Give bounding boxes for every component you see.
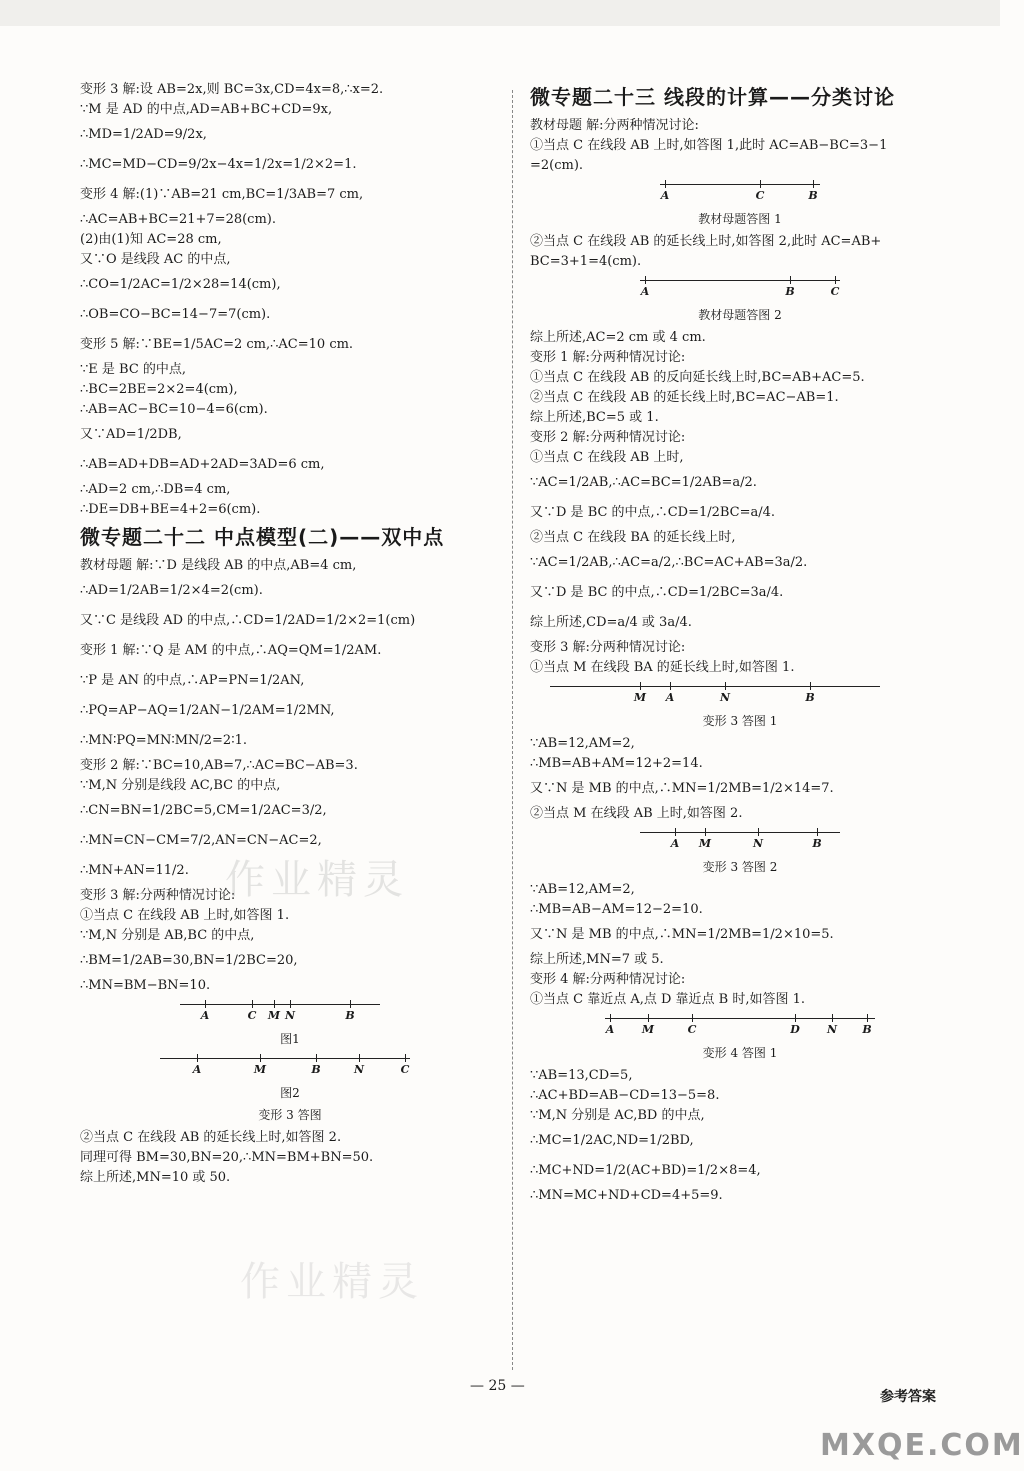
point-label: B bbox=[812, 837, 822, 850]
text-line: ∵AB=13,CD=5, bbox=[530, 1068, 633, 1083]
segment-diagram bbox=[530, 178, 950, 208]
text-line: ∵AB=12,AM=2, bbox=[530, 882, 635, 897]
text-line: ∵AC=1/2AB,∴AC=BC=1/2AB=a/2. bbox=[530, 475, 757, 490]
point-tick bbox=[316, 1054, 317, 1062]
text-line: ∵M,N 分别是线段 AC,BC 的中点, bbox=[80, 778, 281, 793]
segment-diagram bbox=[530, 274, 950, 304]
point-tick bbox=[640, 682, 641, 690]
text-line: ∴AC+BD=AB−CD=13−5=8. bbox=[530, 1088, 720, 1103]
text-line: ∴MN=MC+ND+CD=4+5=9. bbox=[530, 1188, 723, 1203]
text-line: 变形 1 解:分两种情况讨论: bbox=[530, 350, 686, 365]
text-line: ∴CN=BN=1/2BC=5,CM=1/2AC=3/2, bbox=[80, 803, 327, 818]
left-column bbox=[80, 80, 500, 1188]
text-line: ①当点 M 在线段 BA 的延长线上时,如答图 1. bbox=[530, 660, 795, 675]
text-line: ∴AD=2 cm,∴DB=4 cm, bbox=[80, 482, 231, 497]
point-tick bbox=[197, 1054, 198, 1062]
text-line: ②当点 C 在线段 AB 的延长线上时,BC=AC−AB=1. bbox=[530, 390, 839, 405]
text-line: ∴AD=1/2AB=1/2×4=2(cm). bbox=[80, 583, 263, 598]
figure-caption: 变形 4 答图 1 bbox=[702, 1046, 778, 1060]
text-line: ∵AB=12,AM=2, bbox=[530, 736, 635, 751]
point-tick bbox=[359, 1054, 360, 1062]
text-line: ∴MN=BM−BN=10. bbox=[80, 978, 211, 993]
point-label: C bbox=[400, 1063, 410, 1076]
text-line: ∴DE=DB+BE=4+2=6(cm). bbox=[80, 502, 261, 517]
point-tick bbox=[260, 1054, 261, 1062]
point-label: N bbox=[752, 837, 764, 850]
text-line: 变形 4 解:(1)∵AB=21 cm,BC=1/3AB=7 cm, bbox=[80, 187, 364, 202]
watermark-text: 作业精灵 bbox=[225, 857, 409, 903]
text-line: 又∵N 是 MB 的中点,∴MN=1/2MB=1/2×10=5. bbox=[530, 927, 834, 942]
column-divider bbox=[512, 90, 513, 1370]
point-label: C bbox=[830, 285, 840, 298]
point-tick bbox=[692, 1014, 693, 1022]
text-line: ∴CO=1/2AC=1/2×28=14(cm), bbox=[80, 277, 281, 292]
point-label: M bbox=[641, 1023, 655, 1036]
figure-caption: 教材母题答图 1 bbox=[698, 212, 782, 226]
section-title: 微专题二十三 线段的计算——分类讨论 bbox=[530, 85, 895, 109]
text-line: 又∵AD=1/2DB, bbox=[80, 427, 182, 442]
text-line: ∵E 是 BC 的中点, bbox=[80, 362, 187, 377]
point-label: M bbox=[633, 691, 647, 704]
segment-line bbox=[640, 832, 840, 833]
point-tick bbox=[670, 682, 671, 690]
point-tick bbox=[648, 1014, 649, 1022]
segment-line bbox=[550, 686, 880, 687]
text-line: ∴MC+ND=1/2(AC+BD)=1/2×8=4, bbox=[530, 1163, 761, 1178]
text-line: ∴MC=MD−CD=9/2x−4x=1/2x=1/2×2=1. bbox=[80, 157, 357, 172]
site-watermark: MXQE.COM bbox=[820, 1428, 1024, 1463]
point-tick bbox=[675, 828, 676, 836]
right-column bbox=[530, 80, 950, 1206]
text-line: 变形 5 解:∵BE=1/5AC=2 cm,∴AC=10 cm. bbox=[80, 337, 354, 352]
point-label: A bbox=[665, 691, 675, 704]
point-tick bbox=[645, 276, 646, 284]
figure-caption: 变形 3 答图 1 bbox=[702, 714, 778, 728]
section-title: 微专题二十二 中点模型(二)——双中点 bbox=[80, 525, 445, 549]
text-line: ∴AB=AD+DB=AD+2AD=3AD=6 cm, bbox=[80, 457, 325, 472]
point-tick bbox=[705, 828, 706, 836]
point-tick bbox=[795, 1014, 796, 1022]
point-tick bbox=[813, 180, 814, 188]
segment-line bbox=[605, 1018, 875, 1019]
text-line: ∵M 是 AD 的中点,AD=AB+BC+CD=9x, bbox=[80, 102, 333, 117]
figure-caption: 图1 bbox=[280, 1032, 300, 1046]
segment-diagram bbox=[530, 680, 950, 710]
text-line: ∴AB=AC−BC=10−4=6(cm). bbox=[80, 402, 268, 417]
text-line: ∴AC=AB+BC=21+7=28(cm). bbox=[80, 212, 276, 227]
text-line: ②当点 C 在线段 BA 的延长线上时, bbox=[530, 530, 736, 545]
segment-line bbox=[640, 280, 840, 281]
text-line: ∵P 是 AN 的中点,∴AP=PN=1/2AN, bbox=[80, 673, 305, 688]
point-tick bbox=[810, 682, 811, 690]
text-line: ∴PQ=AP−AQ=1/2AN−1/2AM=1/2MN, bbox=[80, 703, 335, 718]
point-tick bbox=[832, 1014, 833, 1022]
point-label: A bbox=[605, 1023, 615, 1036]
text-line: ②当点 C 在线段 AB 的延长线上时,如答图 2,此时 AC=AB+ bbox=[530, 234, 882, 249]
text-line: 同理可得 BM=30,BN=20,∴MN=BM+BN=50. bbox=[80, 1150, 374, 1165]
point-label: B bbox=[345, 1009, 355, 1022]
point-label: C bbox=[247, 1009, 257, 1022]
text-line: 教材母题 解:∵D 是线段 AB 的中点,AB=4 cm, bbox=[80, 558, 357, 573]
text-line: 又∵D 是 BC 的中点,∴CD=1/2BC=3a/4. bbox=[530, 585, 784, 600]
text-line: ∴MC=1/2AC,ND=1/2BD, bbox=[530, 1133, 694, 1148]
text-line: 变形 1 解:∵Q 是 AM 的中点,∴AQ=QM=1/2AM. bbox=[80, 643, 382, 658]
point-label: M bbox=[267, 1009, 281, 1022]
point-label: C bbox=[687, 1023, 697, 1036]
text-line: ∴MD=1/2AD=9/2x, bbox=[80, 127, 207, 142]
text-line: 变形 3 解:设 AB=2x,则 BC=3x,CD=4x=8,∴x=2. bbox=[80, 82, 384, 97]
segment-diagram bbox=[530, 826, 950, 856]
point-label: B bbox=[785, 285, 795, 298]
point-tick bbox=[817, 828, 818, 836]
footer-label: 参考答案 bbox=[880, 1389, 936, 1405]
point-tick bbox=[274, 1000, 275, 1008]
text-line: 又∵C 是线段 AD 的中点,∴CD=1/2AD=1/2×2=1(cm) bbox=[80, 613, 416, 628]
point-tick bbox=[867, 1014, 868, 1022]
point-tick bbox=[405, 1054, 406, 1062]
text-line: ①当点 C 靠近点 A,点 D 靠近点 B 时,如答图 1. bbox=[530, 992, 806, 1007]
point-label: D bbox=[790, 1023, 800, 1036]
point-label: N bbox=[719, 691, 731, 704]
segment-line bbox=[660, 184, 820, 185]
segment-diagram bbox=[530, 1012, 950, 1042]
text-line: ①当点 C 在线段 AB 上时,如答图 1. bbox=[80, 908, 290, 923]
segment-diagram bbox=[80, 1052, 500, 1082]
page-number: — 25 — bbox=[470, 1378, 525, 1394]
text-line: ∵M,N 分别是 AB,BC 的中点, bbox=[80, 928, 255, 943]
text-line: ∴MN∶PQ=MN∶MN/2=2∶1. bbox=[80, 733, 247, 748]
point-tick bbox=[835, 276, 836, 284]
point-tick bbox=[350, 1000, 351, 1008]
text-line: 又∵O 是线段 AC 的中点, bbox=[80, 252, 231, 267]
text-line: 变形 2 解:分两种情况讨论: bbox=[530, 430, 686, 445]
point-label: B bbox=[862, 1023, 872, 1036]
point-tick bbox=[758, 828, 759, 836]
text-line: ∴BM=1/2AB=30,BN=1/2BC=20, bbox=[80, 953, 298, 968]
watermark-text-lower: 作业精灵 bbox=[240, 1259, 424, 1305]
point-label: A bbox=[640, 285, 650, 298]
text-line: 变形 3 解:分两种情况讨论: bbox=[80, 888, 236, 903]
point-label: M bbox=[698, 837, 712, 850]
text-line: 教材母题 解:分两种情况讨论: bbox=[530, 118, 699, 133]
text-line: 综上所述,MN=7 或 5. bbox=[530, 952, 664, 967]
text-line: ∵M,N 分别是 AC,BD 的中点, bbox=[530, 1108, 705, 1123]
text-line: 变形 3 解:分两种情况讨论: bbox=[530, 640, 686, 655]
text-line: ②当点 M 在线段 AB 上时,如答图 2. bbox=[530, 806, 743, 821]
point-label: N bbox=[284, 1009, 296, 1022]
text-line: 变形 2 解:∵BC=10,AB=7,∴AC=BC−AB=3. bbox=[80, 758, 358, 773]
text-line: 综上所述,BC=5 或 1. bbox=[530, 410, 659, 425]
text-line: ②当点 C 在线段 AB 的延长线上时,如答图 2. bbox=[80, 1130, 342, 1145]
point-label: A bbox=[192, 1063, 202, 1076]
text-line: ∴MB=AB−AM=12−2=10. bbox=[530, 902, 703, 917]
text-line: BC=3+1=4(cm). bbox=[530, 254, 642, 269]
scan-top-edge bbox=[0, 0, 1000, 26]
point-tick bbox=[790, 276, 791, 284]
segment-diagram bbox=[80, 998, 500, 1028]
text-line: ①当点 C 在线段 AB 的反向延长线上时,BC=AB+AC=5. bbox=[530, 370, 865, 385]
text-line: ①当点 C 在线段 AB 上时, bbox=[530, 450, 684, 465]
text-line: 综上所述,CD=a/4 或 3a/4. bbox=[530, 615, 692, 630]
text-line: 又∵D 是 BC 的中点,∴CD=1/2BC=a/4. bbox=[530, 505, 776, 520]
text-line: 综上所述,AC=2 cm 或 4 cm. bbox=[530, 330, 706, 345]
text-line: =2(cm). bbox=[530, 158, 584, 173]
text-line: ∴MN=CN−CM=7/2,AN=CN−AC=2, bbox=[80, 833, 322, 848]
text-line: ∴BC=2BE=2×2=4(cm), bbox=[80, 382, 238, 397]
point-tick bbox=[760, 180, 761, 188]
point-label: B bbox=[311, 1063, 321, 1076]
point-tick bbox=[610, 1014, 611, 1022]
text-line: 变形 4 解:分两种情况讨论: bbox=[530, 972, 686, 987]
text-line: ∴MB=AB+AM=12+2=14. bbox=[530, 756, 703, 771]
figure-caption: 变形 3 答图 2 bbox=[702, 860, 778, 874]
figure-caption: 图2 bbox=[280, 1086, 300, 1100]
point-label: B bbox=[805, 691, 815, 704]
text-line: ①当点 C 在线段 AB 上时,如答图 1,此时 AC=AB−BC=3−1 bbox=[530, 138, 888, 153]
point-tick bbox=[252, 1000, 253, 1008]
point-tick bbox=[290, 1000, 291, 1008]
point-label: A bbox=[660, 189, 670, 202]
text-line: ∴OB=CO−BC=14−7=7(cm). bbox=[80, 307, 271, 322]
figure-caption: 变形 3 答图 bbox=[258, 1108, 322, 1122]
point-tick bbox=[665, 180, 666, 188]
point-label: N bbox=[353, 1063, 365, 1076]
text-line: 综上所述,MN=10 或 50. bbox=[80, 1170, 231, 1185]
point-label: B bbox=[808, 189, 818, 202]
point-label: M bbox=[253, 1063, 267, 1076]
text-line: 又∵N 是 MB 的中点,∴MN=1/2MB=1/2×14=7. bbox=[530, 781, 834, 796]
point-tick bbox=[725, 682, 726, 690]
text-line: (2)由(1)知 AC=28 cm, bbox=[80, 232, 222, 247]
text-line: ∵AC=1/2AB,∴AC=a/2,∴BC=AC+AB=3a/2. bbox=[530, 555, 808, 570]
point-label: C bbox=[755, 189, 765, 202]
text-line: ∴MN+AN=11/2. bbox=[80, 863, 189, 878]
point-label: A bbox=[200, 1009, 210, 1022]
point-tick bbox=[205, 1000, 206, 1008]
point-label: A bbox=[670, 837, 680, 850]
figure-caption: 教材母题答图 2 bbox=[698, 308, 782, 322]
point-label: N bbox=[826, 1023, 838, 1036]
